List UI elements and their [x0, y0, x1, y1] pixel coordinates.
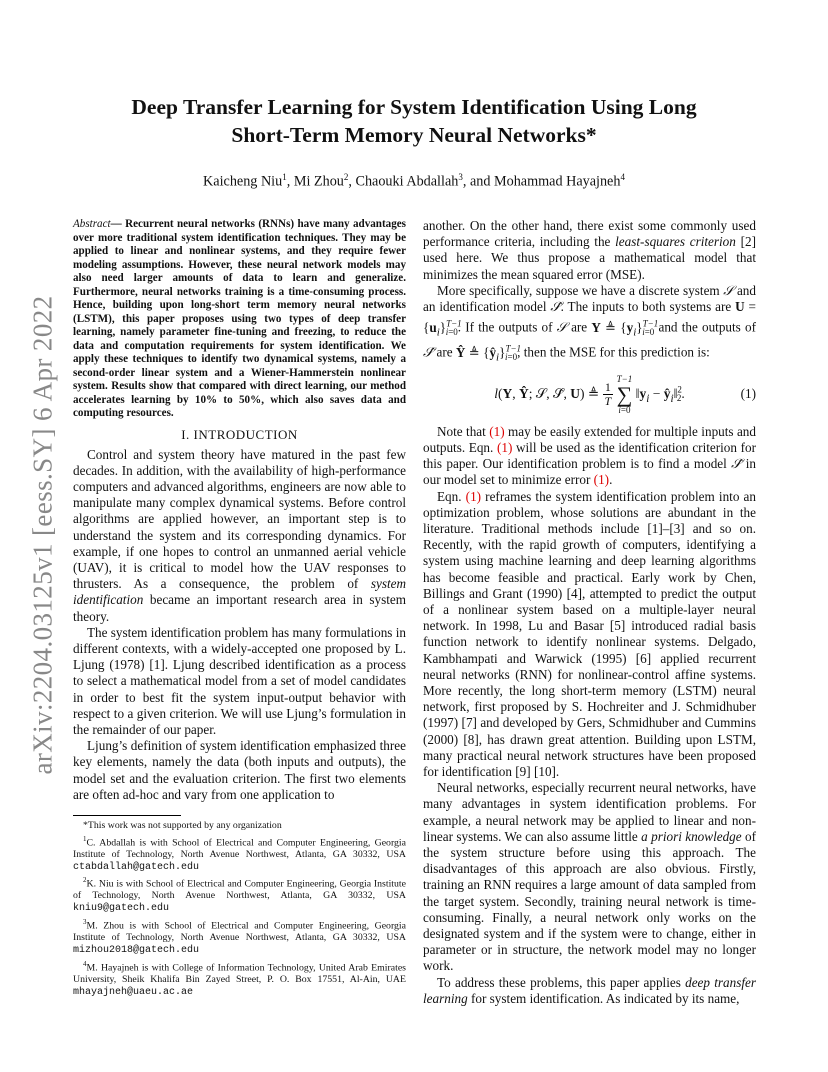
math-symbol: 𝒮̂	[731, 456, 742, 472]
author-name: Chaouki Abdallah	[355, 173, 459, 190]
email-link[interactable]: kniu9@gatech.edu	[73, 903, 170, 915]
emphasis-text: deep transfer learning	[423, 974, 756, 1006]
text-run: Control and system theory have matured in the past few decades. In addition, with the availability of high-performance computers and advanced algorithms, engineers are now able to manipulate many complex dynamical systems. Before control algorithms are applied however, an important step is to understand the system and its corresponding dynamics. For example, if one hopes to control an unmanned aerial vehicle (UAV), it is critical to model how the UAV responses to thrusters. As a consequence, the problem of	[73, 446, 406, 592]
text-run: are	[566, 319, 592, 335]
abstract-text: Recurrent neural networks (RNNs) have many advantages over more traditional system identification techniques. They may be applied to linear and nonlinear systems, and they require fewer modeling assumptions. However, these neural network models may also need larger amounts of data to learn and generalize. Furthermore, neural networks training is a time-consuming process. Hence, building upon long-short term memory neural networks (LSTM), this paper proposes using two types of deep transfer learning, namely parameter fine-tuning and freezing, to reduce the data and computation requirements for system identification. We apply these techniques to identify two dynamical systems, namely a second-order linear system and a Wiener-Hammerstein nonlinear system. Results show that compared with direct learning, our method accelerates learning by 10% to 50%, which also saves data and computing resources.	[73, 218, 406, 419]
text-run: , then the MSE for this prediction is:	[517, 344, 710, 360]
text-run: for system identification. As indicated by its name,	[467, 990, 740, 1006]
math-symbol: 𝒮	[556, 319, 567, 335]
text-run: Note that	[437, 423, 490, 439]
text-run: reframes the system identification problem into an optimization problem, whose solutions are abundant in the literature. Traditional methods include [1]–[3] and so on. Recently, with the rapid growth of computers, identifying a system using machine learning and deep learning algorithms has become feasible and practical. Early work by Chen, Billings and Grant (1990) [4], attempted to predict the output of a nonlinear system based on a multiple-layer neural network. In 1998, Lu and Basar [5] introduced radial basis function network to identify nonlinear systems. Delgado, Kambhampati and Warwick (1995) [6] applied recurrent neural networks (RNN) for nonlinear-control affine systems. More recently, the long short-term memory (LSTM) neural network, first proposed by S. Hochreiter and J. Schmidhuber (1997) [7] and developed by Gers, Schmidhuber and Cummins (2000) [8], has drawn great attention. Building upon LSTM, many practical neural network structures have been proposed for identification [9] [10].	[423, 488, 756, 779]
arxiv-identifier: arXiv:2204.03125v1 [eess.SY] 6 Apr 2022	[27, 295, 58, 775]
footnote-text: K. Niu is with School of Electrical and Computer Engineering, Georgia Institute of Technology, North Avenue Northwest, Atlanta, GA 30332, USA	[73, 878, 406, 902]
text-run: are	[433, 344, 456, 360]
text-run: . If the outputs of	[457, 319, 557, 335]
text-run: another. On the other hand, there exist some commonly used performance criteria, including the	[423, 218, 756, 250]
equation-reference-link[interactable]: (1)	[593, 472, 610, 488]
body-paragraph-1	[423, 218, 756, 283]
emphasis-text: system identification	[73, 576, 406, 608]
title-line-2: Short-Term Memory Neural Networks*	[231, 123, 597, 147]
equation-1	[423, 372, 756, 418]
author-affiliation-mark: 3	[458, 172, 463, 182]
intro-paragraph-3: Ljung’s definition of system identification emphasized three key elements, namely the data (both inputs and outputs), the model set and the evaluation criterion. The first two elements are often ad-hoc and vary from one application to	[73, 738, 406, 802]
text-run: in our model set to minimize error	[423, 456, 756, 488]
abstract-dash: —	[110, 218, 122, 230]
body-paragraph-4	[423, 489, 756, 781]
text-run: and the outputs of	[654, 319, 756, 335]
footnote-text: M. Hayajneh is with College of Information Technology, United Arab Emirates University, Sheik Khalifa Bin Zayed Street, P. O. Box 17551, Al-Ain, UAE	[73, 962, 406, 985]
text-run: of the system structure before using this approach. The disadvantages of this approach are also obvious. Firstly, training an RNN requires a large amount of data sampled from the target system. Secondly, training neural network is time-consuming. Finally, a neural network only works on the designated system and if the system were to change, either in parameter or in structure, the network model may no longer work.	[423, 828, 756, 974]
author-name: Mohammad Hayajneh	[493, 173, 621, 190]
emphasis-text: least-squares criterion	[615, 234, 736, 250]
math-inline: Ŷ ≜ $\{ŷ_i\}^{T-1}_{i=0}$	[455, 343, 522, 364]
text-run: Neural networks, especially recurrent neural networks, have many advantages in system identification problems. For example, a neural network may be applied to linear and non-linear systems. We can also assume little	[423, 780, 756, 844]
emphasis-text: a priori knowledge	[641, 828, 742, 844]
footnote-rule	[73, 815, 181, 816]
equation-reference-link[interactable]: (1)	[489, 423, 505, 439]
footnote-text: C. Abdallah is with School of Electrical and Computer Engineering, Georgia Institute of Technology, North Avenue Northwest, Atlanta, GA 30332, USA	[73, 837, 406, 860]
intro-paragraph-1	[73, 447, 406, 625]
paper-title	[80, 93, 748, 149]
footnote-star: *This work was not supported by any organization	[83, 819, 282, 831]
footnote-mark: 1	[83, 834, 87, 843]
body-paragraph-6	[423, 975, 756, 1007]
footnote-mark: 3	[83, 918, 87, 927]
footnote-text: M. Zhou is with School of Electrical and Computer Engineering, Georgia Institute of Technology, North Avenue Northwest, Atlanta, GA 30332, USA	[73, 920, 406, 944]
text-run: To address these problems, this paper applies	[437, 974, 686, 990]
text-run: Eqn.	[437, 488, 466, 504]
footnote-mark: 4	[83, 959, 87, 968]
footnote-2	[73, 875, 406, 915]
text-run: More specifically, suppose we have a discrete system	[437, 282, 724, 298]
equation-number: (1)	[740, 385, 756, 401]
author-affiliation-mark: 2	[343, 172, 349, 182]
text-run: [2] used here. We thus propose a mathematical model that minimizes the mean squared error (MSE).	[423, 234, 756, 282]
footnote-1	[73, 834, 406, 874]
text-run: may be easily extended for multiple inputs and outputs. Eqn.	[423, 423, 756, 455]
equation-reference-link[interactable]: (1)	[465, 488, 482, 504]
author-affiliation-mark: 1	[282, 172, 287, 182]
body-paragraph-2	[423, 283, 756, 366]
text-run: and an identification model	[423, 282, 756, 315]
equation-reference-link[interactable]: (1)	[496, 439, 513, 455]
arxiv-sidebar	[18, 285, 68, 785]
body-paragraph-5	[423, 780, 756, 974]
author-affiliation-mark: 4	[620, 172, 625, 182]
author-name: Mi Zhou	[293, 173, 344, 190]
email-link[interactable]: mhayajneh@uaeu.ac.ae	[73, 986, 194, 998]
text-run: .	[609, 472, 613, 488]
footnote-mark: 2	[83, 876, 87, 885]
email-link[interactable]: mizhou2018@gatech.edu	[73, 944, 200, 956]
section-heading: I. INTRODUCTION	[181, 426, 298, 442]
left-column	[73, 218, 406, 1000]
author-name: Kaicheng Niu	[203, 173, 283, 190]
math-symbol: 𝒮	[723, 282, 734, 298]
abstract-label: Abstract	[73, 218, 111, 230]
footnote-3	[73, 917, 406, 957]
equation-body: l(Y, Ŷ; 𝒮, 𝒮̂, U) ≜ $\frac{1}{T}$ T−1 ∑ i=0 $‖y_i$ − $ŷ_i‖^2_2$.	[494, 373, 685, 415]
text-run: became an important research area in system theory.	[73, 592, 406, 624]
intro-paragraph-2: The system identification problem has many formulations in different contexts, with a widely-accepted one proposed by L. Ljung (1978) [1]. Ljung described identification as a process to select a mathematical model from a set of model candidates in order to best fit the system input-output behavior with respect to a given criterion. We will use Ljung’s formulation in the remainder of our paper.	[73, 624, 406, 737]
math-inline: Y ≜ $\{y_i\}^{T-1}_{i=0}$	[591, 318, 659, 339]
title-line-1: Deep Transfer Learning for System Identification Using Long	[131, 95, 697, 119]
email-link[interactable]: ctabdallah@gatech.edu	[73, 861, 200, 873]
abstract	[73, 218, 406, 421]
math-symbol: 𝒮̂	[423, 344, 434, 360]
text-run: will be used as the identification criterion for this paper. Our identification problem is to find a model	[423, 439, 757, 472]
author-list: Kaicheng Niu$^1$, Mi Zhou$^2$, Chaouki Abdallah$^3$, and Mohammad Hayajneh$^4$	[203, 172, 625, 190]
math-symbol: 𝒮̂	[550, 299, 561, 315]
body-paragraph-3	[423, 424, 756, 489]
text-run: . The inputs to both systems are	[560, 299, 736, 315]
math-inline: $U = \{u_i\}^{T-1}_{i=0}$	[423, 299, 756, 339]
footnote-4	[73, 959, 406, 999]
right-column	[423, 218, 756, 1007]
